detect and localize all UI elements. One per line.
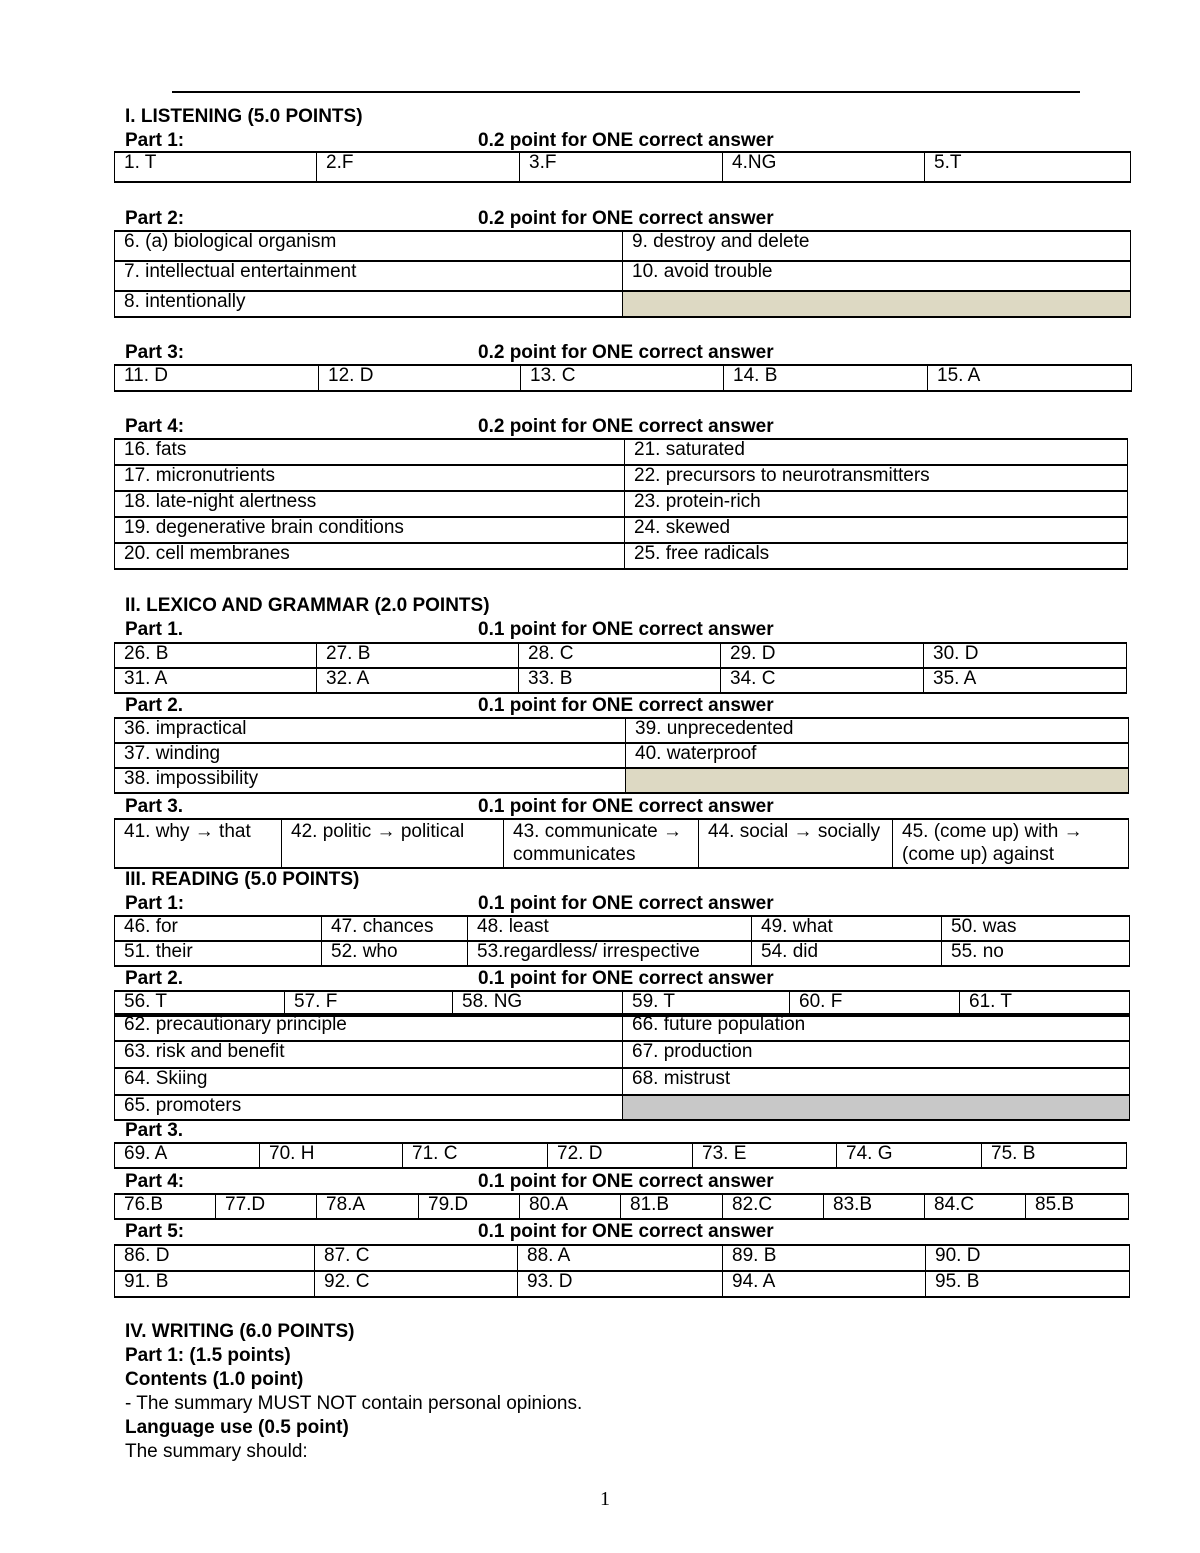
- points-note: 0.2 point for ONE correct answer: [478, 130, 774, 151]
- answer-cell: 2.F: [317, 152, 520, 182]
- answer-cell: 12. D: [319, 365, 521, 391]
- part-label: Part 2:: [125, 208, 185, 229]
- answer-table-lexico-part2: [114, 717, 1129, 794]
- answer-cell: 56. T: [115, 991, 285, 1016]
- part-label: Part 5:: [125, 1221, 185, 1242]
- contents-heading: Contents (1.0 point): [125, 1369, 304, 1390]
- part-label: Part 1:: [125, 893, 185, 914]
- points-note: 0.1 point for ONE correct answer: [478, 619, 774, 640]
- answer-cell: 89. B: [723, 1245, 926, 1271]
- answer-cell: 49. what: [752, 916, 942, 941]
- answer-cell: 74. G: [837, 1143, 982, 1168]
- answer-cell: 93. D: [518, 1271, 723, 1297]
- language-text: The summary should:: [125, 1441, 308, 1462]
- answer-cell: 69. A: [115, 1143, 260, 1168]
- answer-cell: 95. B: [926, 1271, 1130, 1297]
- answer-cell: 75. B: [982, 1143, 1127, 1168]
- answer-cell: 36. impractical: [115, 718, 626, 743]
- page-number: 1: [600, 1488, 610, 1510]
- answer-cell: 66. future population: [623, 1014, 1130, 1041]
- answer-cell: 52. who: [322, 941, 468, 966]
- points-note: 0.1 point for ONE correct answer: [478, 1221, 774, 1242]
- answer-cell: 86. D: [115, 1245, 315, 1271]
- answer-table-lexico-part3: [114, 818, 1129, 869]
- answer-cell: 35. A: [924, 668, 1127, 693]
- points-note: 0.1 point for ONE correct answer: [478, 796, 774, 817]
- answer-cell: 76.B: [115, 1194, 216, 1219]
- answer-cell: 50. was: [942, 916, 1130, 941]
- answer-cell: 14. B: [724, 365, 928, 391]
- answer-cell: 90. D: [926, 1245, 1130, 1271]
- answer-cell: 29. D: [721, 643, 924, 668]
- answer-cell: 5.T: [925, 152, 1131, 182]
- answer-cell: 82.C: [723, 1194, 824, 1219]
- answer-cell: 37. winding: [115, 743, 626, 768]
- part-label: Part 2.: [125, 695, 184, 716]
- answer-cell: 63. risk and benefit: [115, 1041, 623, 1068]
- answer-table-reading-part4: [114, 1193, 1129, 1220]
- answer-cell: 88. A: [518, 1245, 723, 1271]
- answer-cell: 51. their: [115, 941, 322, 966]
- points-note: 0.1 point for ONE correct answer: [478, 695, 774, 716]
- answer-cell: 3.F: [520, 152, 723, 182]
- answer-cell: 61. T: [960, 991, 1130, 1016]
- answer-cell: 26. B: [115, 643, 317, 668]
- language-heading: Language use (0.5 point): [125, 1417, 349, 1438]
- points-note: 0.2 point for ONE correct answer: [478, 208, 774, 229]
- answer-cell: 9. destroy and delete: [623, 231, 1131, 261]
- answer-cell: 28. C: [519, 643, 721, 668]
- answer-cell: 39. unprecedented: [626, 718, 1129, 743]
- part-label: Part 4:: [125, 1171, 185, 1192]
- answer-cell: 84.C: [925, 1194, 1026, 1219]
- answer-cell: 58. NG: [453, 991, 623, 1016]
- answer-cell: 87. C: [315, 1245, 518, 1271]
- answer-cell: 32. A: [317, 668, 519, 693]
- correction-cell: 41. why → that: [115, 819, 282, 868]
- answer-cell: 40. waterproof: [626, 743, 1129, 768]
- answer-cell: 11. D: [115, 365, 319, 391]
- contents-text: - The summary MUST NOT contain personal opinions.: [125, 1393, 583, 1414]
- answer-cell: 33. B: [519, 668, 721, 693]
- answer-cell: 31. A: [115, 668, 317, 693]
- answer-cell: 8. intentionally: [115, 291, 623, 317]
- answer-cell: 80.A: [520, 1194, 621, 1219]
- answer-cell: 24. skewed: [625, 517, 1128, 543]
- answer-cell: 46. for: [115, 916, 322, 941]
- correction-cell: 43. communicate → communicates: [504, 819, 699, 868]
- correction-cell: 45. (come up) with → (come up) against: [893, 819, 1129, 868]
- answer-cell: 81.B: [621, 1194, 723, 1219]
- answer-cell: 13. C: [521, 365, 724, 391]
- answer-cell: 65. promoters: [115, 1095, 623, 1120]
- empty-shaded-cell: [623, 1095, 1130, 1120]
- answer-cell: 16. fats: [115, 439, 625, 465]
- answer-table-listening-part2: [114, 230, 1131, 318]
- answer-table-listening-part3: [114, 364, 1132, 392]
- points-note: 0.1 point for ONE correct answer: [478, 893, 774, 914]
- part-label: Part 4:: [125, 416, 185, 437]
- answer-cell: 64. Skiing: [115, 1068, 623, 1095]
- answer-cell: 71. C: [403, 1143, 548, 1168]
- answer-cell: 19. degenerative brain conditions: [115, 517, 625, 543]
- section-title-listening: I. LISTENING (5.0 POINTS): [125, 106, 363, 127]
- section-title-reading: III. READING (5.0 POINTS): [125, 869, 360, 890]
- answer-cell: 18. late-night alertness: [115, 491, 625, 517]
- answer-cell: 34. C: [721, 668, 924, 693]
- answer-cell: 23. protein-rich: [625, 491, 1128, 517]
- answer-cell: 4.NG: [723, 152, 925, 182]
- points-note: 0.1 point for ONE correct answer: [478, 1171, 774, 1192]
- answer-cell: 57. F: [285, 991, 453, 1016]
- answer-cell: 15. A: [928, 365, 1132, 391]
- part-label: Part 3:: [125, 342, 185, 363]
- points-note: 0.1 point for ONE correct answer: [478, 968, 774, 989]
- answer-cell: 6. (a) biological organism: [115, 231, 623, 261]
- answer-cell: 54. did: [752, 941, 942, 966]
- answer-table-reading-part1: [114, 915, 1130, 967]
- answer-cell: 79.D: [419, 1194, 520, 1219]
- empty-shaded-cell: [626, 768, 1129, 793]
- answer-cell: 77.D: [216, 1194, 317, 1219]
- answer-cell: 22. precursors to neurotransmitters: [625, 465, 1128, 491]
- part-label: Part 3.: [125, 796, 184, 817]
- answer-cell: 17. micronutrients: [115, 465, 625, 491]
- answer-cell: 10. avoid trouble: [623, 261, 1131, 291]
- part-label: Part 1.: [125, 619, 184, 640]
- answer-cell: 53.regardless/ irrespective: [468, 941, 752, 966]
- part-label: Part 3.: [125, 1120, 184, 1141]
- answer-cell: 25. free radicals: [625, 543, 1128, 569]
- answer-cell: 92. C: [315, 1271, 518, 1297]
- answer-cell: 94. A: [723, 1271, 926, 1297]
- answer-table-listening-part4: [114, 438, 1128, 570]
- part-label: Part 1:: [125, 130, 185, 151]
- answer-cell: 59. T: [623, 991, 790, 1016]
- answer-cell: 67. production: [623, 1041, 1130, 1068]
- answer-cell: 27. B: [317, 643, 519, 668]
- answer-cell: 78.A: [317, 1194, 419, 1219]
- answer-cell: 68. mistrust: [623, 1068, 1130, 1095]
- correction-cell: 42. politic → political: [282, 819, 504, 868]
- section-title-lexico: II. LEXICO AND GRAMMAR (2.0 POINTS): [125, 595, 490, 616]
- correction-cell: 44. social → socially: [699, 819, 893, 868]
- answer-cell: 73. E: [693, 1143, 837, 1168]
- answer-cell: 47. chances: [322, 916, 468, 941]
- answer-cell: 70. H: [260, 1143, 403, 1168]
- part-label: Part 1: (1.5 points): [125, 1345, 291, 1366]
- answer-cell: 21. saturated: [625, 439, 1128, 465]
- answer-table-reading-part5: [114, 1244, 1130, 1298]
- points-note: 0.2 point for ONE correct answer: [478, 416, 774, 437]
- answer-cell: 85.B: [1026, 1194, 1129, 1219]
- answer-cell: 1. T: [115, 152, 317, 182]
- answer-table-reading-part2: [114, 1013, 1130, 1121]
- header-rule: [172, 91, 1080, 93]
- section-title-writing: IV. WRITING (6.0 POINTS): [125, 1321, 355, 1342]
- answer-table-lexico-part1: [114, 642, 1127, 694]
- answer-cell: 48. least: [468, 916, 752, 941]
- answer-cell: 30. D: [924, 643, 1127, 668]
- answer-cell: 60. F: [790, 991, 960, 1016]
- answer-cell: 83.B: [824, 1194, 925, 1219]
- answer-cell: 55. no: [942, 941, 1130, 966]
- part-label: Part 2.: [125, 968, 184, 989]
- answer-cell: 7. intellectual entertainment: [115, 261, 623, 291]
- answer-cell: 62. precautionary principle: [115, 1014, 623, 1041]
- answer-cell: 72. D: [548, 1143, 693, 1168]
- answer-cell: 20. cell membranes: [115, 543, 625, 569]
- answer-cell: 91. B: [115, 1271, 315, 1297]
- empty-shaded-cell: [623, 291, 1131, 317]
- answer-table-listening-part1: [114, 151, 1131, 183]
- points-note: 0.2 point for ONE correct answer: [478, 342, 774, 363]
- answer-table-reading-part3: [114, 1142, 1127, 1169]
- answer-cell: 38. impossibility: [115, 768, 626, 793]
